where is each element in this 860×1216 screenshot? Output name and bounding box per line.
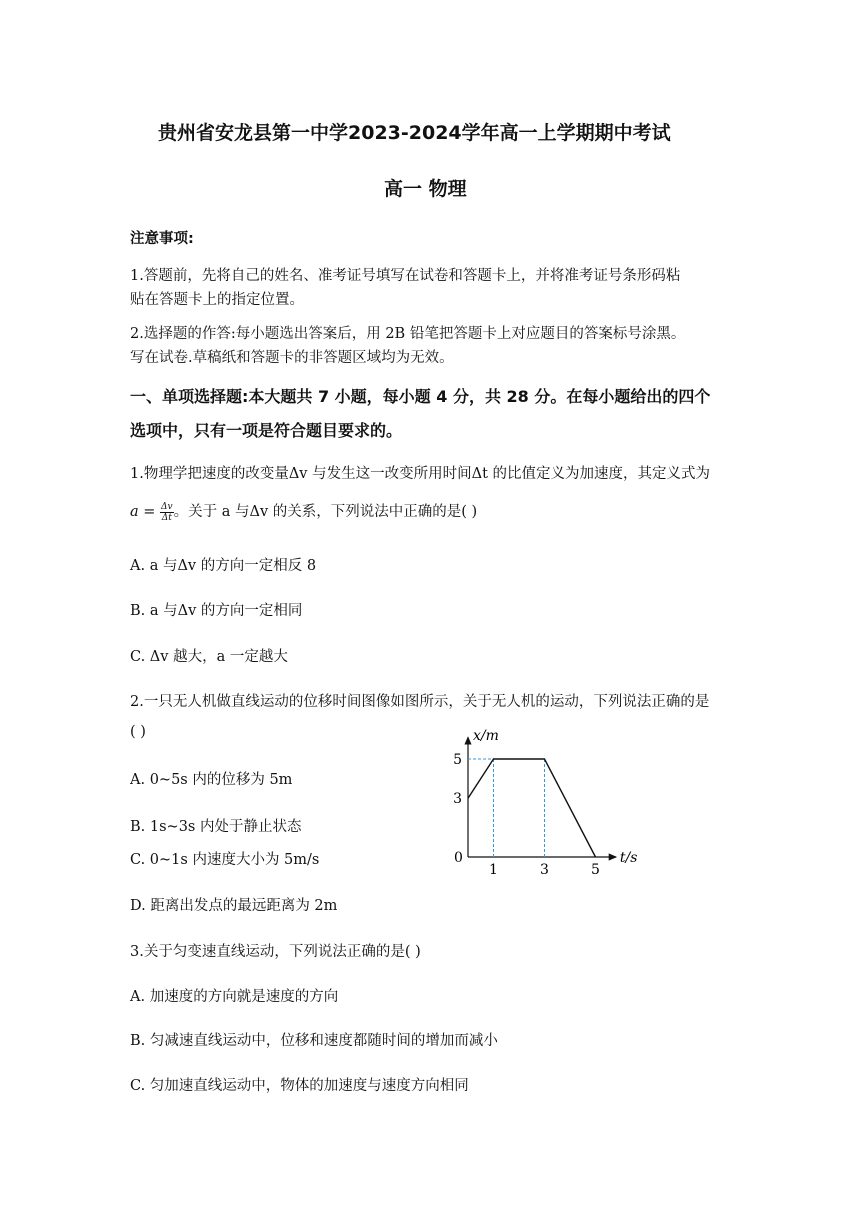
notice-item2-line1: 2.选择题的作答:每小题选出答案后，用 2B 铅笔把答题卡上对应题目的答案标号涂黑。 — [130, 326, 686, 342]
notice-item2-line2: 写在试卷.草稿纸和答题卡的非答题区域均为无效。 — [130, 350, 454, 366]
notice-item1-line1: 1.答题前，先将自己的姓名、准考证号填写在试卷和答题卡上，并将准考证号条形码粘 — [130, 268, 681, 284]
q3-stem: 3.关于匀变速直线运动，下列说法正确的是( ) — [130, 944, 421, 960]
q1-frac-numerator: Δv — [161, 501, 173, 512]
q1-stem-line1: 1.物理学把速度的改变量Δv 与发生这一改变所用时间Δt 的比值定义为加速度，其定义式为 — [130, 466, 711, 482]
q2-xt-graph — [445, 726, 645, 876]
y-tick-label: 3 — [453, 791, 462, 808]
q2-option-a: A. 0~5s 内的位移为 5m — [130, 772, 293, 788]
notice-item1-line2: 贴在答题卡上的指定位置。 — [130, 292, 304, 308]
q3-option-a: A. 加速度的方向就是速度的方向 — [130, 989, 339, 1005]
notice-heading: 注意事项: — [130, 231, 194, 247]
section1-heading-line1: 一、单项选择题:本大题共 7 小题，每小题 4 分，共 28 分。在每小题给出的四个 — [130, 387, 711, 406]
y-tick-label: 5 — [453, 752, 462, 768]
q3-option-b: B. 匀减速直线运动中，位移和速度都随时间的增加而减小 — [130, 1033, 498, 1049]
origin-label: 0 — [454, 850, 463, 866]
q2-option-d: D. 距离出发点的最远距离为 2m — [130, 898, 338, 914]
q2-option-b: B. 1s~3s 内处于静止状态 — [130, 819, 302, 835]
q2-stem-line1: 2.一只无人机做直线运动的位移时间图像如图所示，关于无人机的运动，下列说法正确的是 — [130, 694, 710, 710]
section1-heading-line2: 选项中，只有一项是符合题目要求的。 — [130, 421, 403, 440]
y-axis-label: x/m — [473, 728, 499, 744]
exam-title: 贵州省安龙县第一中学2023-2024学年高一上学期期中考试 — [158, 122, 671, 144]
q1-option-c: C. Δv 越大，a 一定越大 — [130, 649, 288, 665]
q2-stem-line2: ( ) — [130, 724, 146, 740]
x-tick-label: 3 — [540, 862, 549, 876]
series-line — [468, 759, 596, 857]
x-axis-label: t/s — [619, 850, 638, 866]
q3-option-c: C. 匀加速直线运动中，物体的加速度与速度方向相同 — [130, 1078, 469, 1094]
q1-stem-line2: 。关于 a 与Δv 的关系，下列说法中正确的是( ) — [173, 504, 478, 520]
x-tick-label: 1 — [489, 862, 498, 876]
q1-formula-lhs: a = — [130, 504, 156, 520]
x-tick-label: 5 — [591, 862, 600, 876]
q1-frac-denominator: Δt — [161, 512, 172, 523]
q2-option-c: C. 0~1s 内速度大小为 5m/s — [130, 852, 320, 868]
q1-option-b: B. a 与Δv 的方向一定相同 — [130, 603, 303, 619]
q1-formula-fraction — [160, 502, 174, 523]
q1-stem-line2-wrap — [130, 500, 477, 523]
exam-subtitle: 高一 物理 — [384, 178, 467, 200]
q1-option-a: A. a 与Δv 的方向一定相反 8 — [130, 558, 317, 574]
